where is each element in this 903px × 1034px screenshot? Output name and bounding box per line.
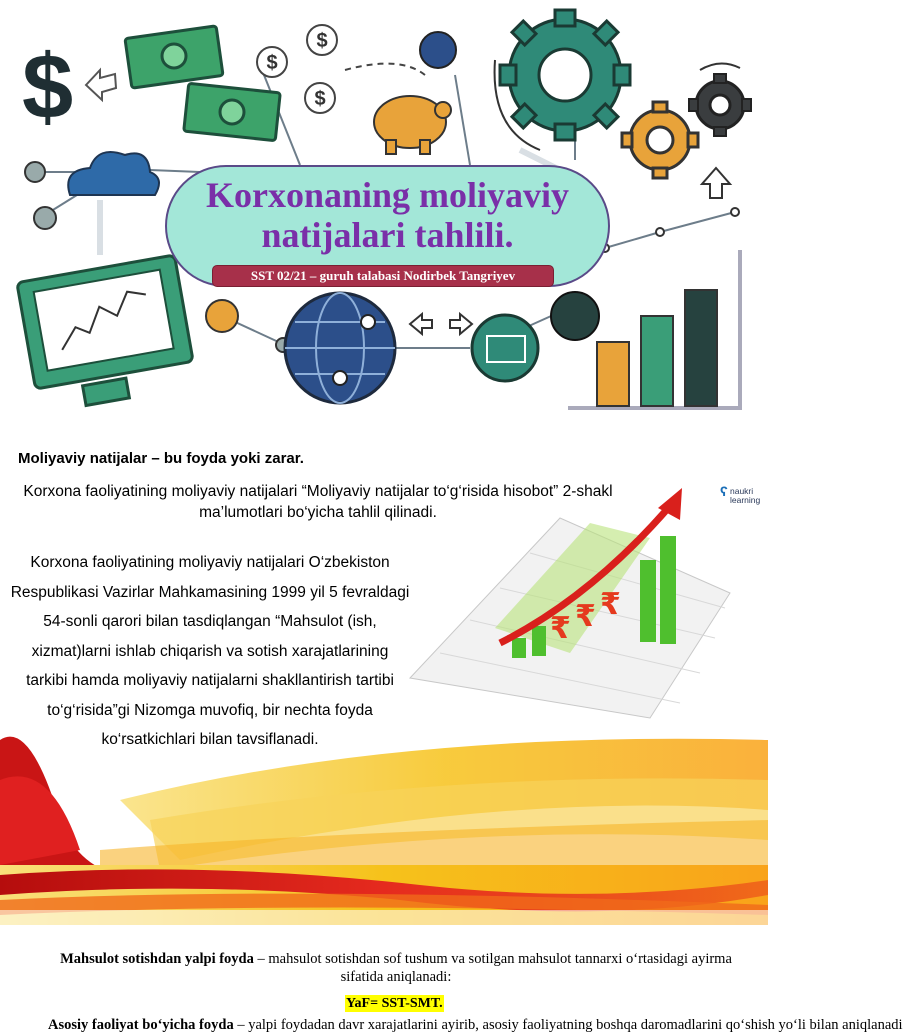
svg-text:$: $ [266, 52, 278, 74]
slide-title: Korxonaning moliyaviy natijalari tahlili. [205, 175, 570, 255]
gross-profit-term: Mahsulot sotishdan yalpi foyda [60, 951, 254, 967]
gross-profit-formula: YaF= SST-SMT. [346, 996, 443, 1011]
hero-illustration [0, 0, 768, 420]
paragraph-report: Korxona faoliyatining moliyaviy natijalari “Moliyaviy natijalar to‘g‘risida hisobot” 2-shakl ma’lumotlari bo‘yicha tahlil qilinadi. [23, 483, 613, 521]
banknote-icon-2 [184, 83, 281, 140]
piggy-bank-icon [374, 96, 451, 154]
logo-text-1: naukri [730, 486, 754, 496]
coin-icon-1 [257, 47, 287, 77]
gear-icon-large [500, 10, 630, 140]
svg-text:$: $ [316, 30, 328, 52]
gear-icon-dark [689, 74, 751, 136]
banknote-icon-1 [125, 26, 223, 88]
author-subtitle: SST 02/21 – guruh talabasi Nodirbek Tangriyev [212, 265, 554, 287]
svg-text:$: $ [22, 36, 74, 138]
decorative-waves [0, 700, 768, 930]
paragraph-regulation: Korxona faoliyatining moliyaviy natijalari O‘zbekiston Respublikasi Vazirlar Mahkamasining 1999 yil 5 fevraldagi 54-sonli qarori bilan tasdiqlangan “Mahsulot (ish, xizmat)larni ishlab chiqarish va sotish xarajatlarining tarkibi hamda moliyaviy natijalarni shakllantirish tartibi to‘g‘risida”gi Nizomga muvofiq, bir nechta foyda ko‘rsatkichlari bilan tavsiflanadi. [10, 554, 410, 748]
blue-node [420, 32, 456, 68]
monitor-chart-icon [17, 255, 193, 406]
svg-text:₹: ₹ [600, 587, 621, 622]
folder-icon [472, 315, 538, 381]
operating-profit-definition: – yalpi foydadan davr xarajatlarini ayirib, asosiy faoliyatning boshqa daromadlarini qo‘shish yo‘li bilan aniqlanadi [233, 1017, 903, 1033]
section-heading: Moliyaviy natijalar – bu foyda yoki zarar. [18, 450, 304, 467]
logo-mark-icon: ʕ [720, 483, 728, 499]
svg-text:$: $ [314, 88, 326, 110]
dark-node [551, 292, 599, 340]
orange-node [206, 300, 238, 332]
operating-profit-term: Asosiy faoliyat bo‘yicha foyda [48, 1017, 234, 1033]
growth-chart-illustration [400, 478, 730, 723]
coin-icon-3 [305, 83, 335, 113]
swap-arrows-icon [410, 314, 472, 334]
dollar-sign-icon [22, 36, 73, 138]
svg-text:₹: ₹ [575, 599, 596, 634]
coin-icon-2 [307, 25, 337, 55]
cloud-icon [68, 152, 159, 195]
gear-icon-orange [622, 102, 698, 178]
gross-profit-definition: – mahsulot sotishdan sof tushum va sotilgan mahsulot tannarxi o‘rtasidagi ayirma sifatida aniqlanadi: [253, 951, 732, 985]
logo-text-2: learning [730, 495, 761, 505]
operating-profit-paragraph [48, 1016, 903, 1034]
globe-icon [285, 293, 395, 403]
arrow-icon [86, 70, 116, 100]
svg-text:₹: ₹ [550, 611, 571, 646]
up-arrow-icon [702, 168, 730, 198]
gross-profit-paragraph [40, 950, 752, 986]
